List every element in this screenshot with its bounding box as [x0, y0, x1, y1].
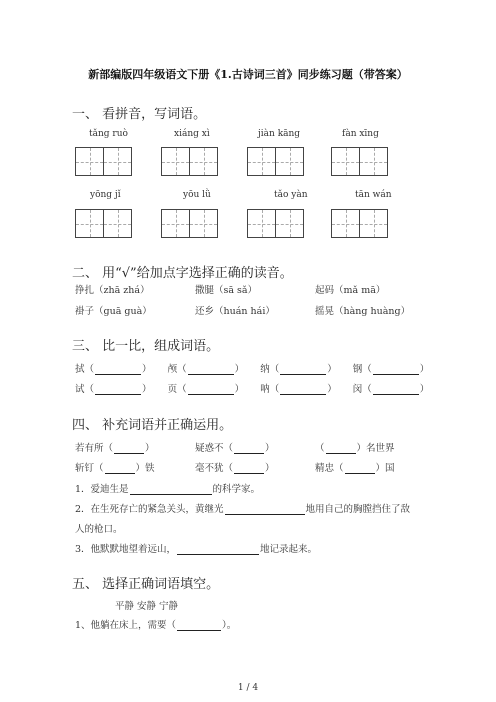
question: 1、他躺在床上，需要（ ）。: [75, 620, 237, 631]
pinyin: tān wán: [355, 190, 392, 200]
reading-item: 褂子（guā guà）: [75, 306, 152, 317]
pinyin: yōu lǜ: [183, 190, 211, 200]
reading-item: 挣扎（zhā zhá）: [75, 285, 150, 296]
section-4-heading: 四、 补充词语并正确运用。: [72, 418, 233, 433]
writing-grid[interactable]: [75, 147, 132, 176]
writing-grid[interactable]: [247, 147, 304, 176]
section-3-heading: 三、 比一比，组成词语。: [72, 339, 220, 354]
idiom-item: 斩钉（ ）铁: [75, 463, 155, 474]
reading-item: 撒腿（sā sǎ）: [195, 285, 258, 296]
pinyin: tǎng ruò: [89, 129, 128, 139]
question-continued: 人的枪口。: [75, 524, 123, 535]
question: 3．他默默地望着远山， 地记录起来。: [75, 544, 318, 555]
pinyin: tǎo yàn: [274, 190, 308, 200]
pinyin: jiàn kāng: [258, 129, 301, 139]
reading-item: 摇晃（hàng huàng）: [315, 306, 411, 317]
idiom-item: 若有所（ ）: [75, 443, 155, 454]
section-5-heading: 五、 选择正确词语填空。: [72, 577, 220, 592]
writing-grid[interactable]: [331, 209, 388, 238]
word-choices: 平静 安静 宁静: [115, 601, 179, 612]
question: 2．在生死存亡的紧急关头，黄继光 地用自己的胸膛挡住了敌: [75, 504, 411, 515]
idiom-item: 疑惑不（ ）: [195, 443, 275, 454]
section-1-heading: 一、 看拼音，写词语。: [72, 107, 207, 122]
writing-grid[interactable]: [161, 147, 218, 176]
writing-grid[interactable]: [75, 209, 132, 238]
pinyin: fàn xīng: [342, 129, 379, 139]
writing-grid[interactable]: [331, 147, 388, 176]
section-2-heading: 二、 用“√”给加点字选择正确的读音。: [72, 266, 293, 281]
idiom-item: 毫不犹（ ）: [195, 463, 275, 474]
idiom-item: （ ）名世界: [315, 443, 395, 454]
question: 1．爱迪生是 的科学家。: [75, 484, 261, 495]
writing-grid[interactable]: [247, 209, 304, 238]
idiom-item: 精忠（ ）国: [315, 463, 395, 474]
page-title: 新部编版四年级语文下册《1.古诗词三首》同步练习题（带答案）: [88, 68, 408, 81]
page-number: 1 / 4: [237, 683, 259, 693]
writing-grid[interactable]: [161, 209, 218, 238]
compare-row: 拭（ ） 颅（ ） 纳（ ） 钢（ ）: [75, 364, 430, 375]
pinyin: yōng jǐ: [90, 190, 121, 200]
pinyin: xiáng xì: [174, 129, 210, 139]
reading-item: 还乡（huán hái）: [195, 306, 275, 317]
compare-row: 试（ ） 页（ ） 呐（ ） 闵（ ）: [75, 384, 430, 395]
reading-item: 起码（mǎ mā）: [315, 285, 386, 296]
